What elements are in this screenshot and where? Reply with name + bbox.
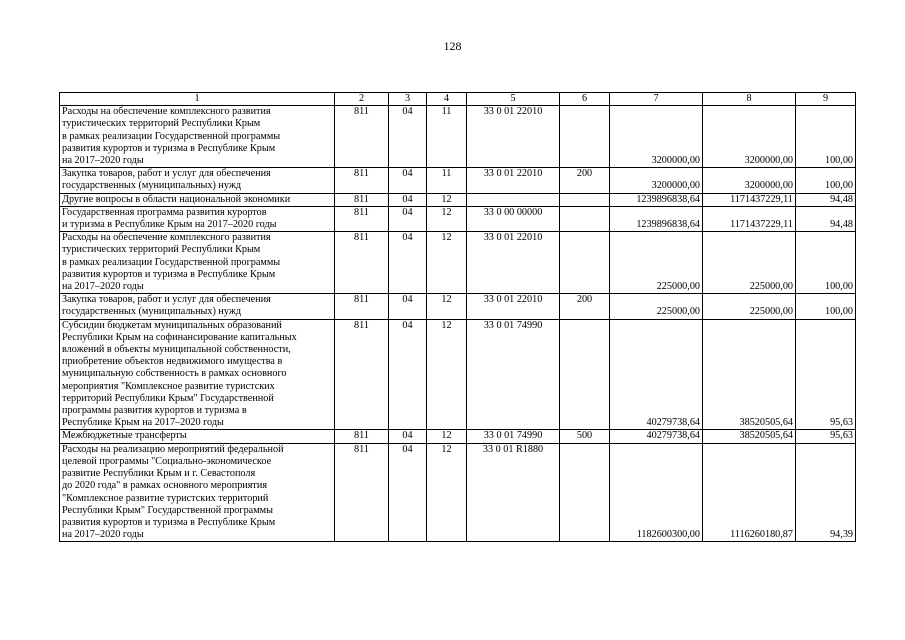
code-expense-type-cell — [560, 106, 610, 168]
code-section-cell: 04 — [389, 106, 427, 168]
code-admin-cell: 811 — [335, 106, 389, 168]
planned-amount-cell: 225000,00 — [610, 232, 703, 294]
percent-cell: 100,00 — [796, 232, 856, 294]
code-admin-cell: 811 — [335, 294, 389, 319]
percent-cell: 94,48 — [796, 206, 856, 231]
table-row — [60, 443, 856, 542]
code-expense-type-cell — [560, 443, 610, 542]
executed-amount-cell: 3200000,00 — [703, 168, 796, 193]
code-expense-type-cell — [560, 193, 610, 206]
page-number: 128 — [443, 39, 462, 53]
code-section-cell: 04 — [389, 319, 427, 430]
code-expense-type-cell: 200 — [560, 168, 610, 193]
code-expense-type-cell: 200 — [560, 294, 610, 319]
row-name-cell: Расходы на обеспечение комплексного развития туристических территорий Республики Крым в рамках реализации Государственной программы развития курортов и туризма в Республике Крым на 2017–2020 годы — [60, 106, 335, 168]
code-target-cell: 33 0 01 22010 — [467, 232, 560, 294]
code-target-cell: 33 0 00 00000 — [467, 206, 560, 231]
percent-cell: 94,48 — [796, 193, 856, 206]
header-cell: 2 — [335, 93, 389, 106]
row-name-cell: Расходы на обеспечение комплексного развития туристических территорий Республики Крым в рамках реализации Государственной программы развития курортов и туризма в Республике Крым на 2017–2020 годы — [60, 232, 335, 294]
row-name-cell: Межбюджетные трансферты — [60, 430, 335, 443]
row-name-cell: Другие вопросы в области национальной экономики — [60, 193, 335, 206]
row-name-cell: Закупка товаров, работ и услуг для обеспечения государственных (муниципальных) нужд — [60, 168, 335, 193]
row-name-cell: Субсидии бюджетам муниципальных образований Республики Крым на софинансирование капитальных вложений в объекты муниципальной собственности, приобретение объектов недвижимого имущества в муниципальную собственность в рамках основного мероприятия "Комплексное развитие туристских территорий Республики Крым" Государственной программы развития курортов и туризма в Республике Крым на 2017–2020 годы — [60, 319, 335, 430]
table-body — [60, 93, 856, 542]
code-admin-cell: 811 — [335, 319, 389, 430]
percent-cell: 100,00 — [796, 168, 856, 193]
executed-amount-cell: 225000,00 — [703, 294, 796, 319]
code-section-cell: 04 — [389, 430, 427, 443]
header-cell: 9 — [796, 93, 856, 106]
row-name-cell: Государственная программа развития курортов и туризма в Республике Крым на 2017–2020 годы — [60, 206, 335, 231]
code-section-cell: 04 — [389, 294, 427, 319]
code-expense-type-cell: 500 — [560, 430, 610, 443]
planned-amount-cell: 225000,00 — [610, 294, 703, 319]
planned-amount-cell: 40279738,64 — [610, 430, 703, 443]
table-row — [60, 319, 856, 430]
code-target-cell: 33 0 01 22010 — [467, 168, 560, 193]
executed-amount-cell: 1171437229,11 — [703, 206, 796, 231]
code-section-cell: 04 — [389, 193, 427, 206]
code-target-cell — [467, 193, 560, 206]
code-section-cell: 04 — [389, 168, 427, 193]
planned-amount-cell: 1182600300,00 — [610, 443, 703, 542]
code-admin-cell: 811 — [335, 430, 389, 443]
table-row — [60, 168, 856, 193]
executed-amount-cell: 3200000,00 — [703, 106, 796, 168]
code-section-cell: 04 — [389, 443, 427, 542]
code-target-cell: 33 0 01 22010 — [467, 106, 560, 168]
header-cell: 3 — [389, 93, 427, 106]
code-target-cell: 33 0 01 74990 — [467, 430, 560, 443]
table-row — [60, 106, 856, 168]
executed-amount-cell: 38520505,64 — [703, 319, 796, 430]
code-expense-type-cell — [560, 319, 610, 430]
executed-amount-cell: 1116260180,87 — [703, 443, 796, 542]
executed-amount-cell: 38520505,64 — [703, 430, 796, 443]
code-subsection-cell: 12 — [427, 232, 467, 294]
code-subsection-cell: 12 — [427, 294, 467, 319]
header-cell: 4 — [427, 93, 467, 106]
row-name-cell: Закупка товаров, работ и услуг для обеспечения государственных (муниципальных) нужд — [60, 294, 335, 319]
table-row — [60, 193, 856, 206]
planned-amount-cell: 1239896838,64 — [610, 193, 703, 206]
code-target-cell: 33 0 01 74990 — [467, 319, 560, 430]
executed-amount-cell: 1171437229,11 — [703, 193, 796, 206]
code-subsection-cell: 12 — [427, 206, 467, 231]
table-row — [60, 294, 856, 319]
code-subsection-cell: 12 — [427, 193, 467, 206]
code-admin-cell: 811 — [335, 206, 389, 231]
code-admin-cell: 811 — [335, 193, 389, 206]
table-row — [60, 232, 856, 294]
code-subsection-cell: 11 — [427, 168, 467, 193]
code-expense-type-cell — [560, 232, 610, 294]
planned-amount-cell: 3200000,00 — [610, 168, 703, 193]
code-subsection-cell: 12 — [427, 443, 467, 542]
code-admin-cell: 811 — [335, 168, 389, 193]
row-name-cell: Расходы на реализацию мероприятий федеральной целевой программы "Социально-экономическое развитие Республики Крым и г. Севастополя до 2020 года" в рамках основного мероприятия "Комплексное развитие туристских территорий Республики Крым" Государственной программы развития курортов и туризма в Республике Крым на 2017–2020 годы — [60, 443, 335, 542]
header-cell: 8 — [703, 93, 796, 106]
header-cell: 7 — [610, 93, 703, 106]
code-subsection-cell: 11 — [427, 106, 467, 168]
code-section-cell: 04 — [389, 206, 427, 231]
percent-cell: 100,00 — [796, 294, 856, 319]
budget-table — [59, 92, 856, 542]
percent-cell: 94,39 — [796, 443, 856, 542]
code-admin-cell: 811 — [335, 232, 389, 294]
table-row — [60, 206, 856, 231]
code-section-cell: 04 — [389, 232, 427, 294]
header-cell: 6 — [560, 93, 610, 106]
percent-cell: 100,00 — [796, 106, 856, 168]
code-admin-cell: 811 — [335, 443, 389, 542]
planned-amount-cell: 3200000,00 — [610, 106, 703, 168]
table-row — [60, 430, 856, 443]
planned-amount-cell: 40279738,64 — [610, 319, 703, 430]
code-expense-type-cell — [560, 206, 610, 231]
executed-amount-cell: 225000,00 — [703, 232, 796, 294]
code-subsection-cell: 12 — [427, 319, 467, 430]
code-target-cell: 33 0 01 R1880 — [467, 443, 560, 542]
code-subsection-cell: 12 — [427, 430, 467, 443]
percent-cell: 95,63 — [796, 319, 856, 430]
header-cell: 5 — [467, 93, 560, 106]
table-header-row — [60, 93, 856, 106]
code-target-cell: 33 0 01 22010 — [467, 294, 560, 319]
header-cell: 1 — [60, 93, 335, 106]
planned-amount-cell: 1239896838,64 — [610, 206, 703, 231]
percent-cell: 95,63 — [796, 430, 856, 443]
